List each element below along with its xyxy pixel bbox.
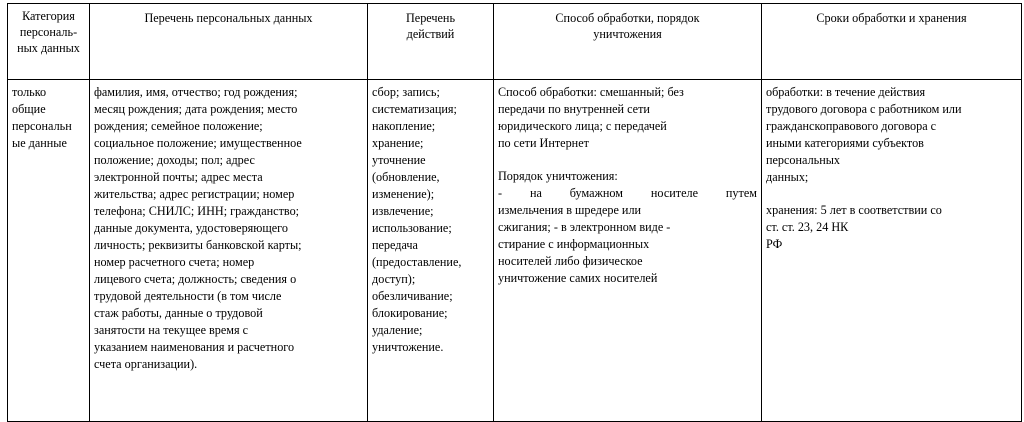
destruction-word: носителе: [650, 186, 698, 200]
destruction-word: бумажном: [569, 186, 624, 200]
destruction-text: [498, 202, 757, 287]
destruction-word: на: [529, 186, 542, 200]
personal-data-line: положение; доходы; пол; адрес: [94, 153, 255, 167]
personal-data-line: рождения; семейное положение;: [94, 119, 263, 133]
action-line: передача: [372, 238, 418, 252]
header-category: [8, 4, 90, 80]
personal-data-table: [7, 3, 1022, 422]
action-line: обезличивание;: [372, 289, 453, 303]
personal-data-line: жительства; адрес регистрации; номер: [94, 187, 295, 201]
personal-data-line: личность; реквизиты банковской карты;: [94, 238, 302, 252]
personal-data-cell: [90, 80, 368, 422]
method-cell: [494, 80, 762, 422]
header-line: Перечень: [405, 11, 456, 25]
header-method: [494, 4, 762, 80]
table-header-row: [8, 4, 1022, 80]
category-line: персональн: [12, 119, 72, 133]
storage-line: хранения: 5 лет в соответствии со: [766, 203, 942, 217]
action-line: использование;: [372, 221, 452, 235]
personal-data-line: занятости на текущее время с: [94, 323, 249, 337]
action-line: хранение;: [372, 136, 424, 150]
category-line: общие: [12, 102, 46, 116]
personal-data-line: трудовой деятельности (в том числе: [94, 289, 282, 303]
category-line: только: [12, 85, 47, 99]
personal-data-line: стаж работы, данные о трудовой: [94, 306, 263, 320]
action-line: (предоставление,: [372, 255, 462, 269]
processing-terms-text: [766, 84, 1017, 186]
processing-method-text: [498, 84, 757, 152]
destruction-line: сжигания; - в электронном виде -: [498, 220, 671, 234]
header-actions: [368, 4, 494, 80]
processing-line: юридического лица; с передачей: [498, 119, 667, 133]
header-line: действий: [406, 27, 455, 41]
personal-data-line: номер расчетного счета; номер: [94, 255, 255, 269]
action-line: уточнение: [372, 153, 426, 167]
personal-data-line: лицевого счета; должность; сведения о: [94, 272, 297, 286]
terms-line: обработки: в течение действия: [766, 85, 926, 99]
header-line: Способ обработки, порядок: [555, 11, 700, 25]
destruction-word: -: [498, 186, 503, 200]
personal-data-line: социальное положение; имущественное: [94, 136, 302, 150]
header-line: ных данных: [17, 41, 80, 55]
table-row: [8, 80, 1022, 422]
storage-terms-text: [766, 202, 1017, 253]
destruction-line: уничтожение самих носителей: [498, 271, 658, 285]
category-line: ые данные: [12, 136, 67, 150]
header-terms: [762, 4, 1022, 80]
action-line: (обновление,: [372, 170, 440, 184]
action-line: доступ);: [372, 272, 416, 286]
action-line: накопление;: [372, 119, 436, 133]
terms-line: иными категориями субъектов: [766, 136, 924, 150]
header-line: уничтожения: [593, 27, 662, 41]
processing-line: передачи по внутренней сети: [498, 102, 650, 116]
action-line: систематизация;: [372, 102, 457, 116]
terms-line: данных;: [766, 170, 809, 184]
action-line: блокирование;: [372, 306, 448, 320]
actions-cell: [368, 80, 494, 422]
destruction-title: Порядок уничтожения:: [498, 169, 618, 183]
personal-data-line: фамилия, имя, отчество; год рождения;: [94, 85, 298, 99]
action-line: сбор; запись;: [372, 85, 440, 99]
personal-data-line: данные документа, удостоверяющего: [94, 221, 288, 235]
action-line: уничтожение.: [372, 340, 444, 354]
storage-line: РФ: [766, 237, 783, 251]
action-line: изменение);: [372, 187, 435, 201]
terms-cell: [762, 80, 1022, 422]
header-personal-data: [90, 4, 368, 80]
terms-line: трудового договора с работником или: [766, 102, 962, 116]
terms-line: персональных: [766, 153, 841, 167]
personal-data-line: месяц рождения; дата рождения; место: [94, 102, 298, 116]
personal-data-line: счета организации).: [94, 357, 198, 371]
destruction-first-line: [498, 185, 757, 202]
processing-line: Способ обработки: смешанный; без: [498, 85, 684, 99]
header-line: Категория: [22, 9, 75, 23]
destruction-line: измельчения в шредере или: [498, 203, 642, 217]
personal-data-line: телефона; СНИЛС; ИНН; гражданство;: [94, 204, 300, 218]
header-line: Сроки обработки и хранения: [816, 11, 967, 25]
header-line: персональ-: [19, 25, 78, 39]
action-line: удаление;: [372, 323, 423, 337]
personal-data-line: электронной почты; адрес места: [94, 170, 263, 184]
terms-line: гражданскоправового договора с: [766, 119, 937, 133]
processing-line: по сети Интернет: [498, 136, 589, 150]
action-line: извлечение;: [372, 204, 434, 218]
category-cell: [8, 80, 90, 422]
destruction-line: стирание с информационных: [498, 237, 650, 251]
personal-data-line: указанием наименования и расчетного: [94, 340, 295, 354]
destruction-line: носителей либо физическое: [498, 254, 643, 268]
destruction-word: путем: [725, 186, 757, 200]
header-line: Перечень персональных данных: [144, 11, 313, 25]
storage-line: ст. ст. 23, 24 НК: [766, 220, 849, 234]
